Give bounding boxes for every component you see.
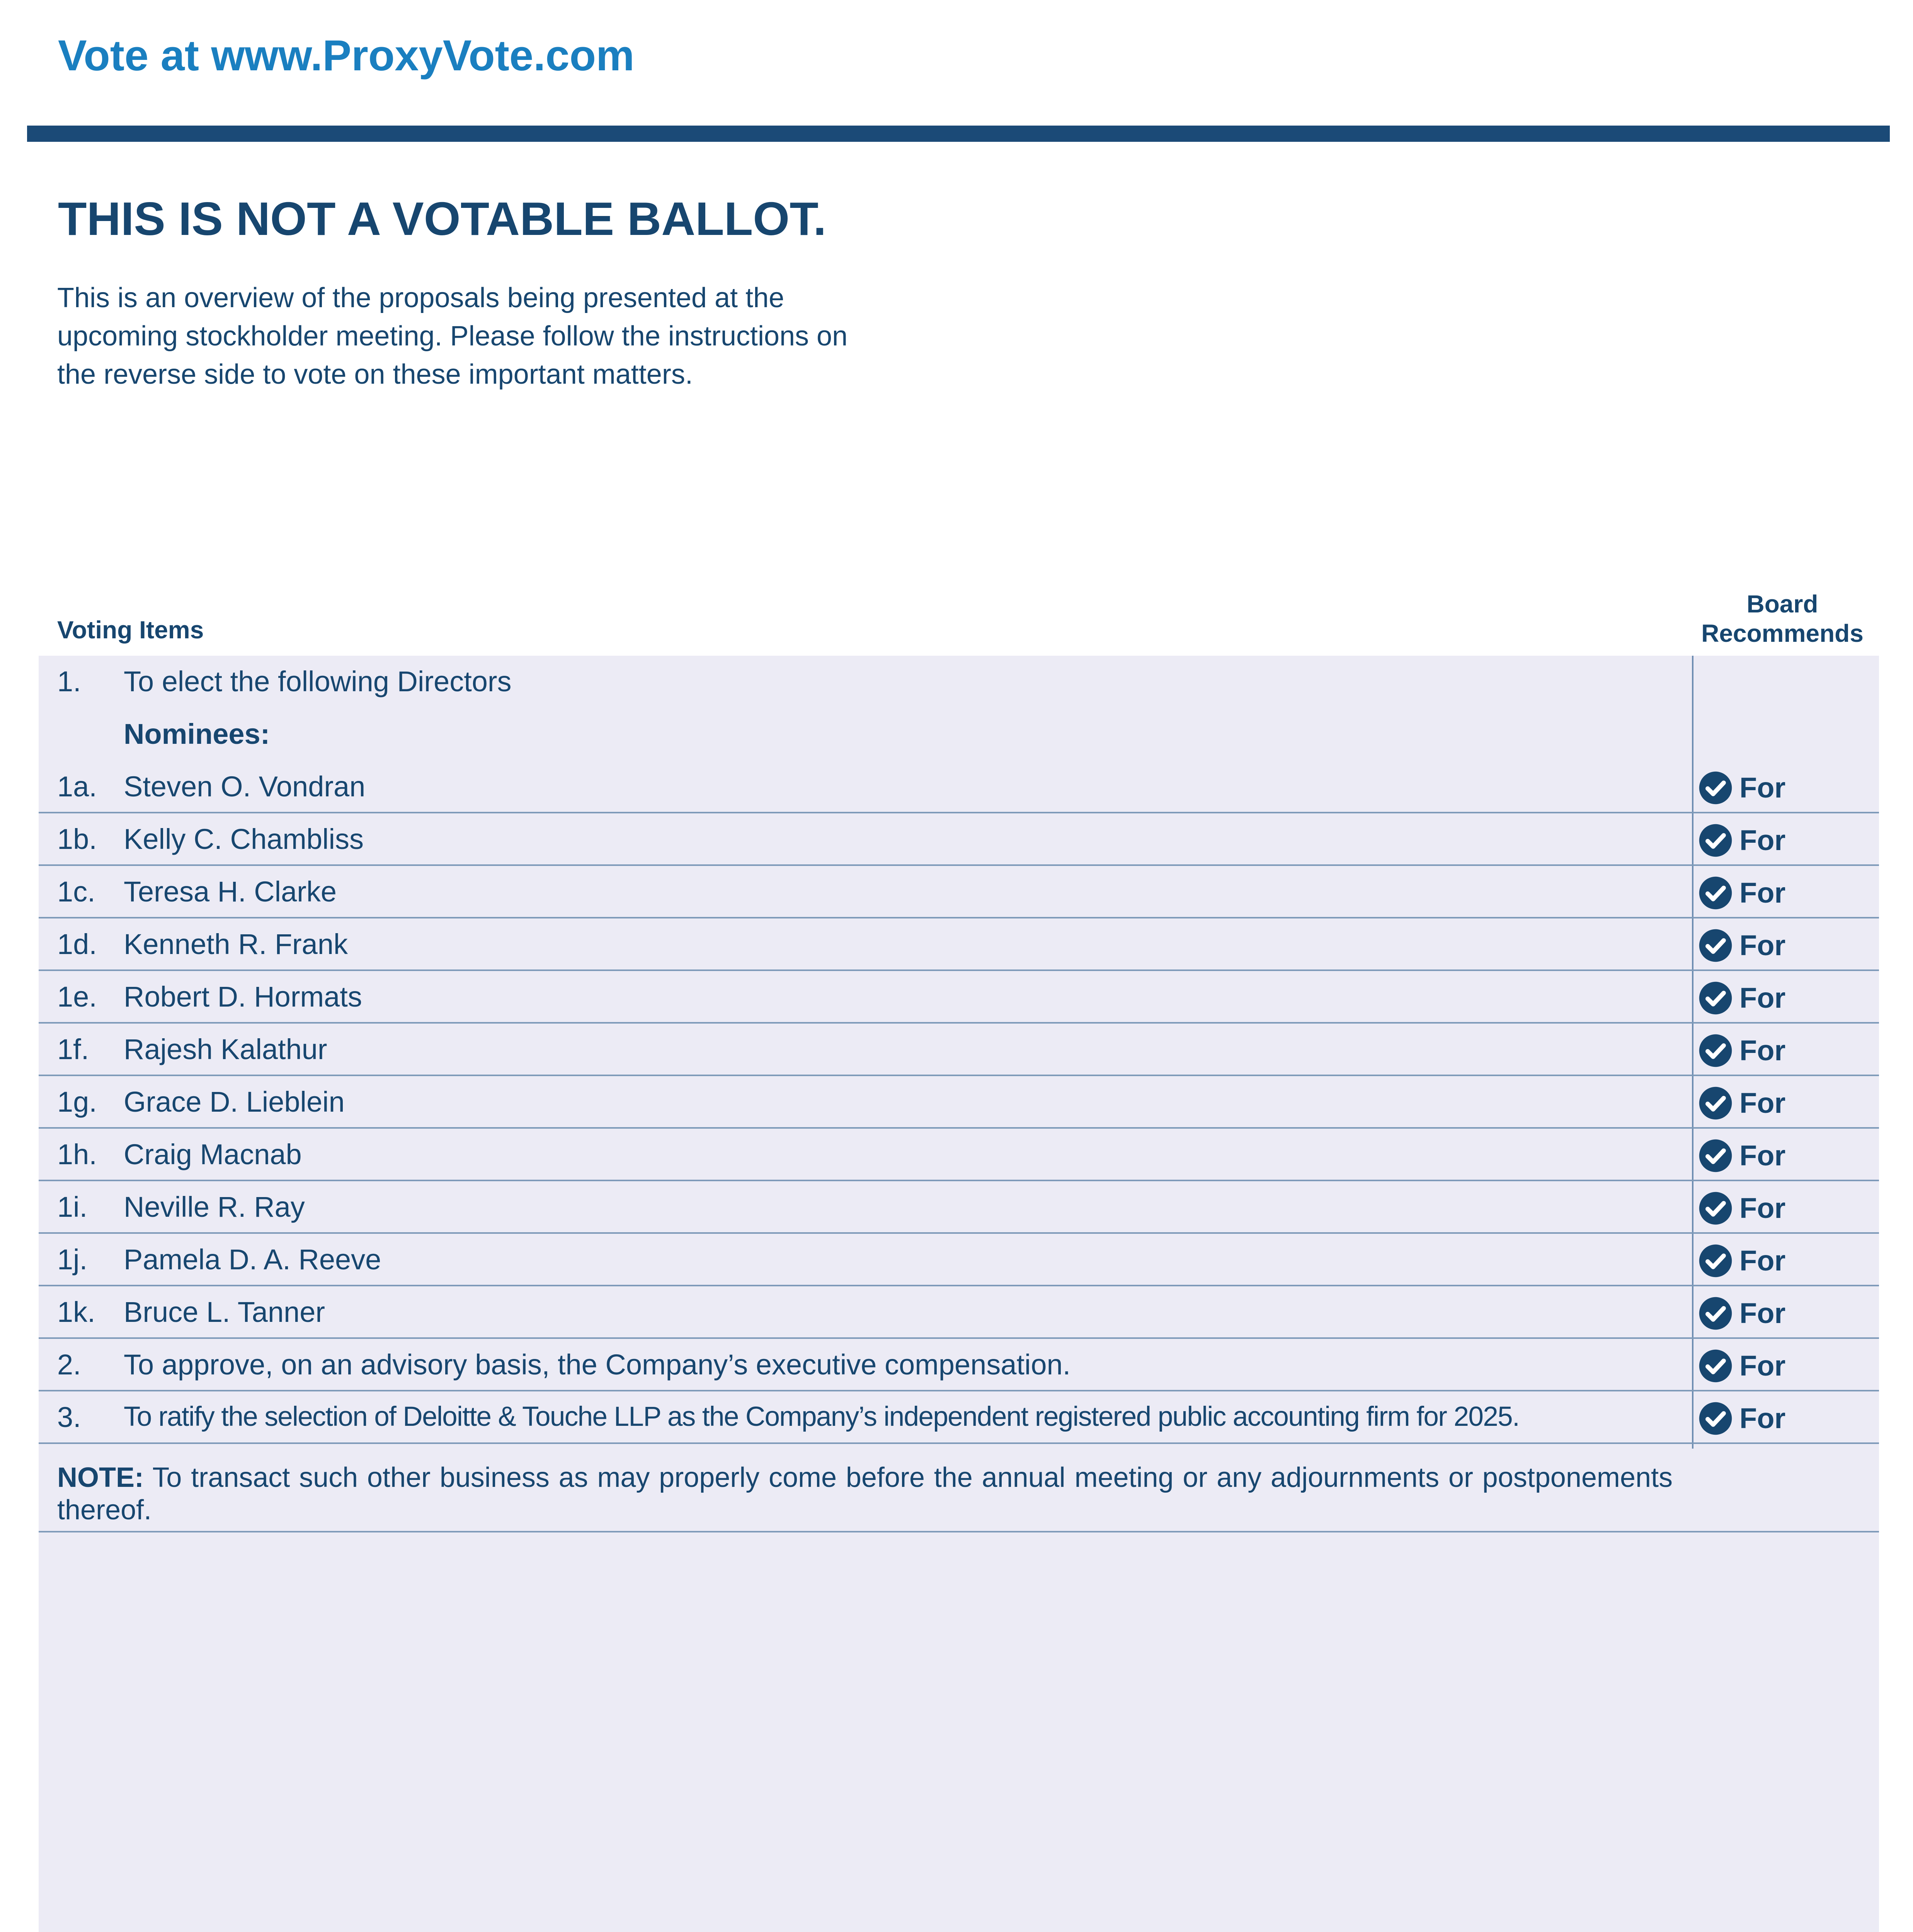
item-number: 1f. [57,1033,89,1065]
recommendation-label: For [1739,772,1786,804]
recommendation-label: For [1739,1034,1786,1066]
column-header-line: Board [1746,590,1818,618]
recommendation-label: For [1739,1087,1786,1119]
recommendation-label: For [1739,1245,1786,1277]
item-text: Kenneth R. Frank [124,928,348,960]
board-recommendation [1699,1296,1785,1331]
voting-item-row [39,1339,1879,1391]
recommendation-label: For [1739,1297,1786,1329]
item-text: Steven O. Vondran [124,770,366,803]
item-text: Grace D. Lieblein [124,1086,345,1118]
proxyvote-link[interactable]: Vote at www.ProxyVote.com [58,31,635,80]
recommendation-label: For [1739,929,1786,961]
check-circle-icon [1699,1086,1733,1120]
note-rule [39,1531,1879,1532]
check-circle-icon [1699,1296,1733,1330]
check-circle-icon [1699,1349,1733,1383]
item-number: 1h. [57,1138,97,1170]
board-recommendation [1699,1138,1785,1173]
note-text: To transact such other business as may properly come before the annual meeting or any adjournments or postponements thereof. [57,1462,1673,1526]
board-recommendation [1699,928,1785,963]
recommendation-label: For [1739,1139,1786,1172]
column-header-line: Recommends [1701,619,1864,647]
board-recommendation [1699,1085,1785,1121]
item-number: 3. [57,1401,81,1433]
check-circle-icon [1699,823,1733,857]
recommendation-label: For [1739,1402,1786,1434]
item-text: Rajesh Kalathur [124,1033,327,1065]
intro-line: the reverse side to vote on these important matters. [57,359,693,390]
item-text: Bruce L. Tanner [124,1296,325,1328]
item-number: 1a. [57,770,97,803]
item-number: 1e. [57,981,97,1013]
header-rule [27,126,1890,142]
voting-item-row [39,971,1879,1024]
voting-item-row [39,1076,1879,1129]
voting-item-row [39,866,1879,918]
voting-item-row [39,1234,1879,1286]
voting-item-row [39,918,1879,971]
intro-line: upcoming stockholder meeting. Please follow the instructions on [57,321,848,352]
item-number: 1j. [57,1243,88,1276]
check-circle-icon [1699,771,1733,805]
check-circle-icon [1699,981,1733,1015]
item-number: 2. [57,1349,81,1381]
item-text: Neville R. Ray [124,1191,305,1223]
item-text: To elect the following Directors [124,665,512,697]
voting-item-row [39,656,1879,708]
board-recommendation [1699,823,1785,858]
column-header-voting-items: Voting Items [57,616,204,644]
board-recommendation [1699,1033,1785,1068]
voting-item-row [39,1181,1879,1234]
board-recommendation [1699,1401,1785,1436]
item-text: To ratify the selection of Deloitte & Touche LLP as the Company’s independent registered public accounting firm for 2025. [124,1401,1520,1432]
item-text: Kelly C. Chambliss [124,823,364,855]
item-number: 1i. [57,1191,88,1223]
meeting-note [57,1461,1673,1526]
voting-item-row [39,761,1879,813]
recommendation-label: For [1739,877,1786,909]
item-number: 1b. [57,823,97,855]
board-recommendation [1699,1348,1785,1384]
check-circle-icon [1699,1191,1733,1225]
item-text: Robert D. Hormats [124,981,362,1013]
recommendation-label: For [1739,982,1786,1014]
check-circle-icon [1699,1034,1733,1068]
page-title: THIS IS NOT A VOTABLE BALLOT. [58,192,827,245]
board-recommendation [1699,1243,1785,1279]
item-number: 1. [57,665,81,697]
note-label: NOTE: [57,1462,144,1493]
board-recommendation [1699,980,1785,1016]
board-recommendation [1699,770,1785,806]
item-text: Craig Macnab [124,1138,302,1170]
intro-line: This is an overview of the proposals being presented at the [57,282,785,313]
nominees-label: Nominees: [124,718,270,750]
check-circle-icon [1699,876,1733,910]
voting-item-row [39,1129,1879,1181]
intro-paragraph [57,279,985,394]
item-text: To approve, on an advisory basis, the Company’s executive compensation. [124,1349,1071,1381]
voting-item-row [39,813,1879,866]
recommendation-label: For [1739,1192,1786,1224]
item-number: 1k. [57,1296,95,1328]
check-circle-icon [1699,929,1733,963]
item-text: Teresa H. Clarke [124,876,337,908]
column-header-board-recommends [1686,589,1879,648]
board-recommendation [1699,1190,1785,1226]
item-number: 1c. [57,876,95,908]
voting-item-row [39,1391,1879,1444]
check-circle-icon [1699,1244,1733,1278]
item-number: 1g. [57,1086,97,1118]
voting-item-row [39,1024,1879,1076]
board-recommendation [1699,875,1785,911]
voting-item-row [39,1286,1879,1339]
check-circle-icon [1699,1139,1733,1173]
nominees-label-row [39,708,1879,761]
recommendation-label: For [1739,824,1786,856]
recommendation-label: For [1739,1350,1786,1382]
item-number: 1d. [57,928,97,960]
check-circle-icon [1699,1401,1733,1435]
item-text: Pamela D. A. Reeve [124,1243,381,1276]
